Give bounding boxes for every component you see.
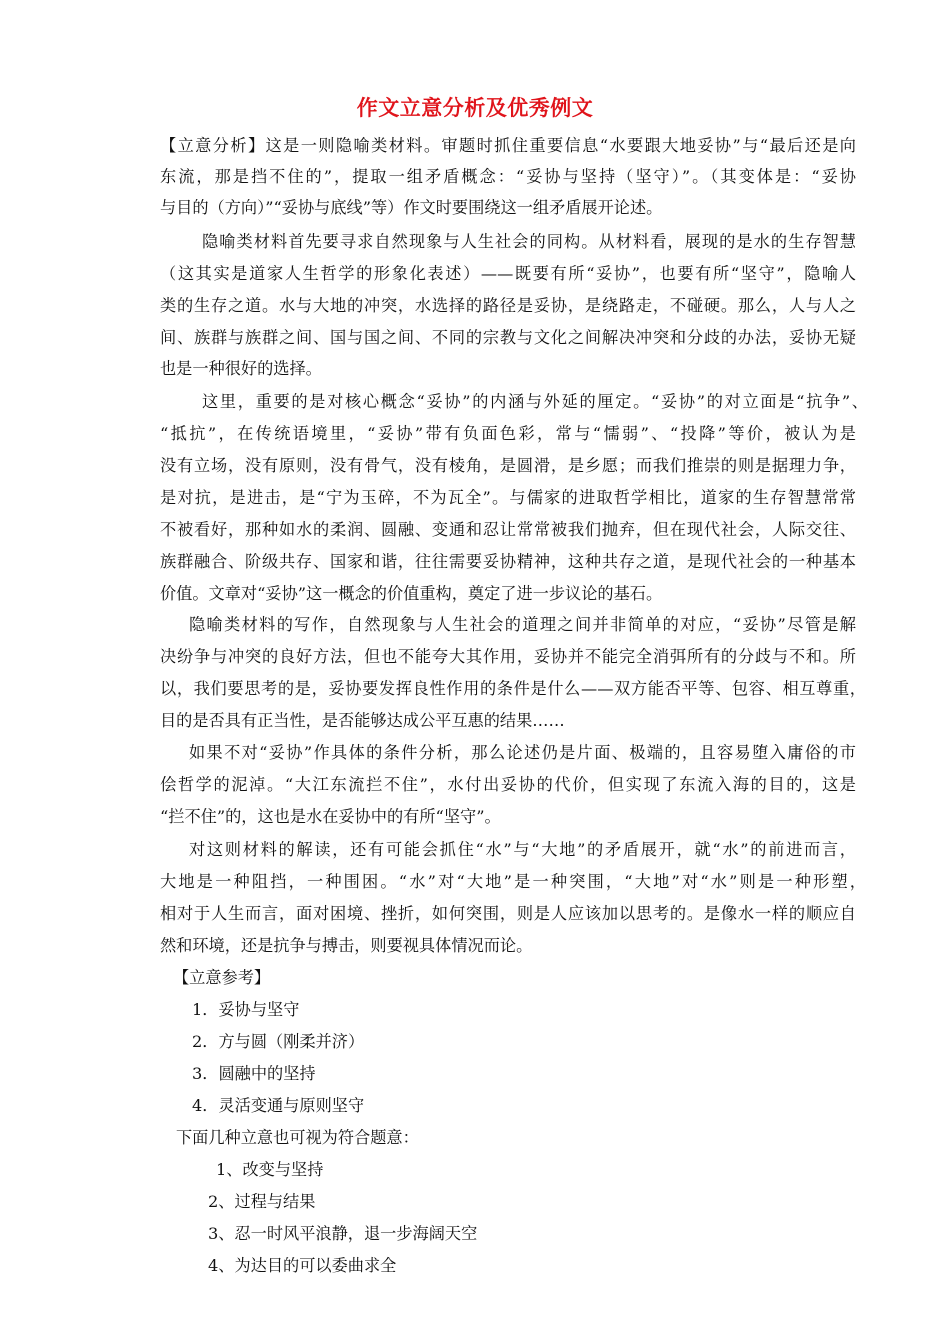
paragraph-line: 以，我们要思考的是，妥协要发挥良性作用的条件是什么——双方能否平等、包容、相互尊重， [160, 679, 866, 698]
list-item: 1、改变与坚持 [216, 1160, 324, 1179]
list-item: 2、过程与结果 [208, 1192, 316, 1211]
paragraph-line: 价值。文章对“妥协”这一概念的价值重构，奠定了进一步议论的基石。 [160, 584, 663, 603]
paragraph-line: 对这则材料的解读，还有可能会抓住“水”与“大地”的矛盾展开，就“水”的前进而言， [189, 840, 856, 859]
list-item: 2．方与圆（刚柔并济） [192, 1032, 365, 1051]
paragraph-line: 如果不对“妥协”作具体的条件分析，那么论述仍是片面、极端的，且容易堕入庸俗的市 [189, 743, 856, 762]
paragraph-line: （这其实是道家人生哲学的形象化表述）——既要有所“妥协”，也要有所“坚守”，隐喻人 [160, 264, 856, 283]
paragraph-line: “抵抗”，在传统语境里，“妥协”带有负面色彩，常与“懦弱”、“投降”等价，被认为是 [160, 424, 856, 443]
paragraph-line: 不被看好，那种如水的柔润、圆融、变通和忍让常常被我们抛弃，但在现代社会，人际交往、 [160, 520, 856, 539]
paragraph-line: 与目的（方向）”“妥协与底线”等）作文时要围绕这一组矛盾展开论述。 [160, 198, 663, 217]
paragraph-line: 决纷争与冲突的良好方法，但也不能夸大其作用，妥协并不能完全消弭所有的分歧与不和。所 [160, 647, 856, 666]
paragraph-line: 东流，那是挡不住的”，提取一组矛盾概念：“妥协与坚持（坚守）”。（其变体是：“妥协 [160, 167, 856, 186]
paragraph-line: 相对于人生而言，面对困境、挫折，如何突围，则是人应该加以思考的。是像水一样的顺应自 [160, 904, 856, 923]
list-item: 3、忍一时风平浪静，退一步海阔天空 [208, 1224, 478, 1243]
paragraph-line: 这里，重要的是对核心概念“妥协”的内涵与外延的厘定。“妥协”的对立面是“抗争”、 [202, 392, 868, 411]
paragraph-line: 隐喻类材料首先要寻求自然现象与人生社会的同构。从材料看，展现的是水的生存智慧 [202, 232, 856, 251]
paragraph-line: 间、族群与族群之间、国与国之间、不同的宗教与文化之间解决冲突和分歧的办法，妥协无疑 [160, 328, 856, 347]
paragraph-line: 目的是否具有正当性，是否能够达成公平互惠的结果…… [160, 711, 565, 730]
paragraph-line: 【立意分析】这是一则隐喻类材料。审题时抓住重要信息“水要跟大地妥协”与“最后还是向 [160, 136, 856, 155]
paragraph-line: 也是一种很好的选择。 [160, 359, 322, 378]
paragraph-line: 然和环境，还是抗争与搏击，则要视具体情况而论。 [160, 936, 533, 955]
paragraph-line: 族群融合、阶级共存、国家和谐，往往需要妥协精神，这种共存之道，是现代社会的一种基本 [160, 552, 856, 571]
paragraph-line: 侩哲学的泥淖。“大江东流拦不住”，水付出妥协的代价，但实现了东流入海的目的，这是 [160, 775, 856, 794]
paragraph-line: 类的生存之道。水与大地的冲突，水选择的路径是妥协，是绕路走，不碰硬。那么，人与人之 [160, 296, 856, 315]
document-title: 作文立意分析及优秀例文 [356, 96, 594, 120]
list-item: 3．圆融中的坚持 [192, 1064, 316, 1083]
paragraph-line: 是对抗，是进击，是“宁为玉碎，不为瓦全”。与儒家的进取哲学相比，道家的生存智慧常常 [160, 488, 856, 507]
paragraph-line: “拦不住”的，这也是水在妥协中的有所“坚守”。 [160, 807, 501, 826]
list-item: 4．灵活变通与原则坚守 [192, 1096, 365, 1115]
paragraph-line: 没有立场，没有原则，没有骨气，没有棱角，是圆滑，是乡愿；而我们推崇的则是据理力争， [160, 456, 856, 475]
paragraph-line: 大地是一种阻挡，一种围困。“水”对“大地”是一种突围，“大地”对“水”则是一种形塑， [160, 872, 866, 891]
list-item: 4、为达目的可以委曲求全 [208, 1256, 397, 1275]
paragraph-line: 下面几种立意也可视为符合题意： [176, 1128, 419, 1147]
paragraph-line: 隐喻类材料的写作，自然现象与人生社会的道理之间并非简单的对应，“妥协”尽管是解 [189, 615, 856, 634]
section-heading: 【立意参考】 [173, 968, 271, 987]
list-item: 1．妥协与坚守 [192, 1000, 300, 1019]
